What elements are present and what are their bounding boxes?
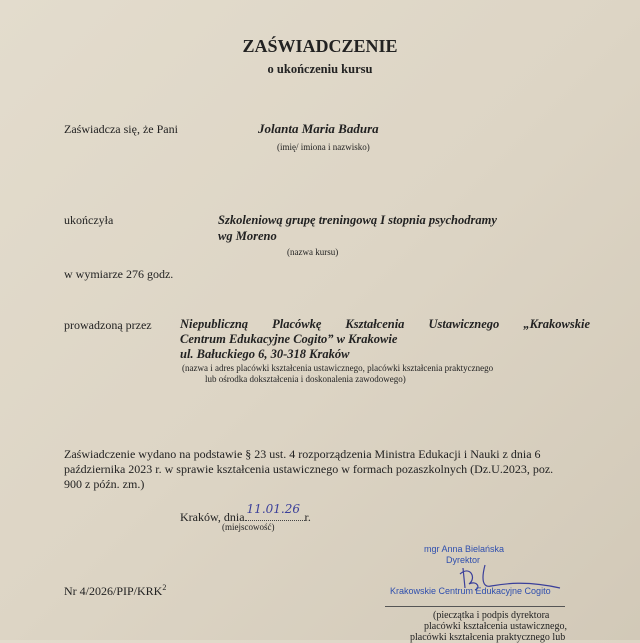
legal-basis-line2: października 2023 r. w sprawie kształcenia ustawicznego w formach pozaszkolnych (Dz.U.2023, poz. [64,462,554,476]
name-caption: (imię/ imiona i nazwisko) [277,142,370,152]
stamp-organization: Krakowskie Centrum Edukacyjne Cogito [390,586,551,596]
institution-caption2: lub ośrodka dokształcenia i doskonalenia zawodowego) [205,374,406,384]
legal-basis-line3: 900 z późn. zm.) [64,477,145,491]
recipient-name: Jolanta Maria Badura [258,121,379,136]
document-number [64,583,166,599]
course-name-line1: Szkoleniową grupę treningową I stopnia psychodramy [218,213,497,227]
stamp-name: mgr Anna Bielańska [424,544,505,554]
institution-line3: ul. Bałuckiego 6, 30-318 Kraków [180,347,350,361]
hours: w wymiarze 276 godz. [64,267,174,281]
handwritten-date: 11.01.26 [246,502,300,516]
signature-caption2: placówki kształcenia ustawicznego, [424,621,567,632]
course-name-line2: wg Moreno [218,229,277,243]
document-title: ZAŚWIADCZENIE [242,36,398,56]
conducted-by-label: prowadzoną przez [64,318,152,332]
signature-line [385,606,565,607]
institution-caption1: (nazwa i adres placówki kształcenia ustawicznego, placówki kształcenia praktycznego [182,363,494,373]
signature-caption3: placówki kształcenia praktycznego lub [410,632,566,643]
institution-line2: Centrum Edukacyjne Cogito” w Krakowie [180,332,398,346]
number-text: Nr 4/2026/PIP/KRK [64,584,163,598]
certifies-label: Zaświadcza się, że Pani [64,122,178,136]
place-caption: (miejscowość) [222,522,275,532]
number-superscript: 2 [162,583,167,592]
course-caption: (nazwa kursu) [287,247,339,257]
institution-line1: Niepubliczną Placówkę Kształcenia Ustawicznego „Krakowskie [180,317,590,331]
document-subtitle: o ukończeniu kursu [267,62,373,76]
completed-label: ukończyła [64,213,114,227]
signature-caption1: (pieczątka i podpis dyrektora [433,610,550,621]
place-suffix: r. [304,510,311,524]
legal-basis-line1: Zaświadczenie wydano na podstawie § 23 ust. 4 rozporządzenia Ministra Edukacji i Nauki z dnia 6 [64,447,541,461]
place-prefix: Kraków, dnia [180,510,245,524]
stamp-role: Dyrektor [446,555,481,565]
